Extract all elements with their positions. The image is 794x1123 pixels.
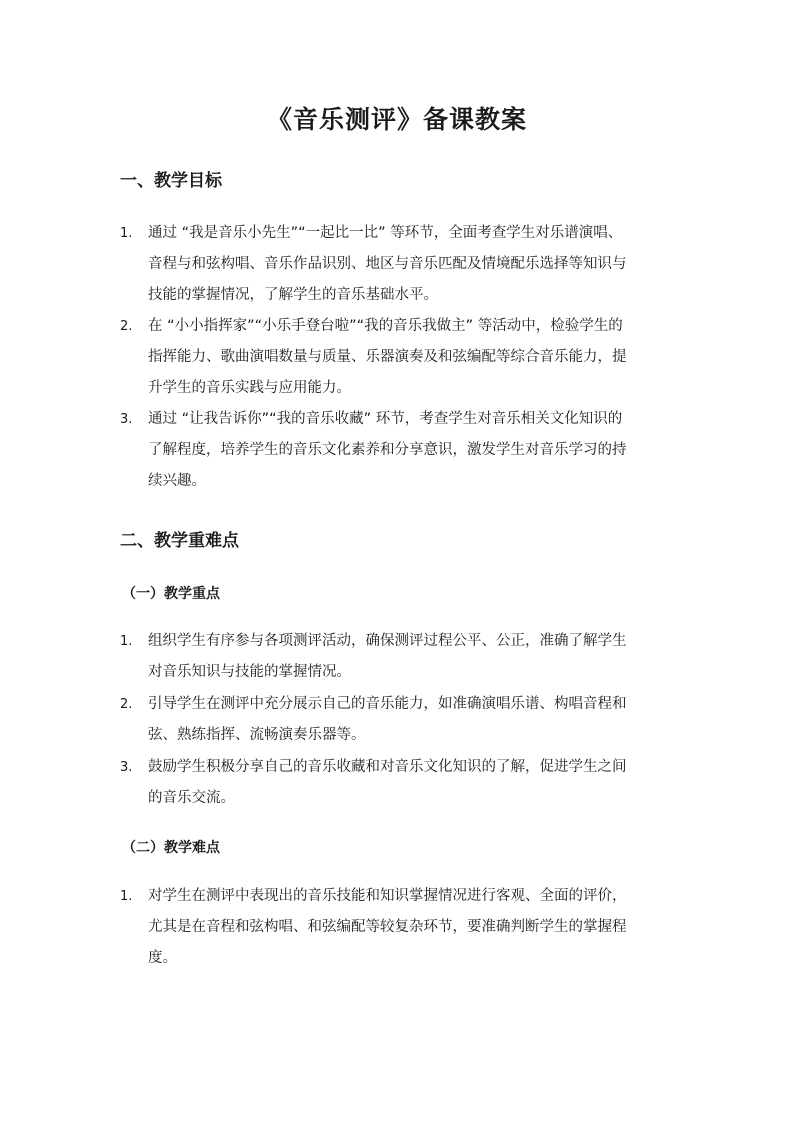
list-item-text bbox=[148, 218, 680, 311]
list-item bbox=[120, 689, 680, 751]
section-heading-key-difficulties: 二、教学重难点 bbox=[120, 531, 239, 551]
list-item-text bbox=[148, 404, 680, 497]
text-line: 升学生的音乐实践与应用能力。 bbox=[148, 380, 351, 396]
subsection-heading-difficulties: （二）教学难点 bbox=[122, 840, 220, 856]
text-line: 引导学生在测评中充分展示自己的音乐能力，如准确演唱乐谱、构唱音程和 bbox=[148, 696, 627, 712]
text-line: 对音乐知识与技能的掌握情况。 bbox=[148, 664, 351, 680]
text-line: 在 “小小指挥家”“小乐手登台啦”“我的音乐我做主” 等活动中，检验学生的 bbox=[148, 318, 623, 334]
list-item-number: 3. bbox=[120, 412, 133, 427]
list-item-number: 1. bbox=[120, 889, 133, 904]
list-item-text bbox=[148, 752, 680, 814]
list-item-number: 3. bbox=[120, 760, 133, 775]
text-line: 弦、熟练指挥、流畅演奏乐器等。 bbox=[148, 727, 366, 743]
subsection-heading-key-points: （一）教学重点 bbox=[122, 586, 220, 602]
list-item-text bbox=[148, 626, 680, 688]
document-title: 《音乐测评》备课教案 bbox=[266, 105, 527, 134]
text-line: 的音乐交流。 bbox=[148, 790, 235, 806]
list-item-number: 2. bbox=[120, 697, 133, 712]
list-item-number: 1. bbox=[120, 634, 133, 649]
list-item bbox=[120, 752, 680, 814]
list-item bbox=[120, 404, 680, 497]
list-item bbox=[120, 311, 680, 404]
text-line: 鼓励学生积极分享自己的音乐收藏和对音乐文化知识的了解，促进学生之间 bbox=[148, 759, 627, 775]
text-line: 续兴趣。 bbox=[148, 473, 206, 489]
text-line: 技能的掌握情况，了解学生的音乐基础水平。 bbox=[148, 287, 438, 303]
list-item-text bbox=[148, 881, 680, 974]
text-line: 了解程度，培养学生的音乐文化素养和分享意识，激发学生对音乐学习的持 bbox=[148, 442, 627, 458]
text-line: 度。 bbox=[148, 950, 177, 966]
list-item-number: 2. bbox=[120, 319, 133, 334]
list-item bbox=[120, 218, 680, 311]
text-line: 对学生在测评中表现出的音乐技能和知识掌握情况进行客观、全面的评价， bbox=[148, 888, 627, 904]
text-line: 音程与和弦构唱、音乐作品识别、地区与音乐匹配及情境配乐选择等知识与 bbox=[148, 256, 627, 272]
list-item-number: 1. bbox=[120, 226, 133, 241]
text-line: 通过 “我是音乐小先生”“一起比一比” 等环节，全面考查学生对乐谱演唱、 bbox=[148, 225, 623, 241]
text-line: 尤其是在音程和弦构唱、和弦编配等较复杂环节，要准确判断学生的掌握程 bbox=[148, 919, 627, 935]
list-item-text bbox=[148, 311, 680, 404]
text-line: 通过 “让我告诉你”“我的音乐收藏” 环节，考查学生对音乐相关文化知识的 bbox=[148, 411, 623, 427]
text-line: 指挥能力、歌曲演唱数量与质量、乐器演奏及和弦编配等综合音乐能力，提 bbox=[148, 349, 627, 365]
list-item-text bbox=[148, 689, 680, 751]
section-heading-teaching-goals: 一、教学目标 bbox=[120, 171, 222, 191]
list-item bbox=[120, 881, 680, 974]
list-item bbox=[120, 626, 680, 688]
text-line: 组织学生有序参与各项测评活动，确保测评过程公平、公正，准确了解学生 bbox=[148, 633, 627, 649]
